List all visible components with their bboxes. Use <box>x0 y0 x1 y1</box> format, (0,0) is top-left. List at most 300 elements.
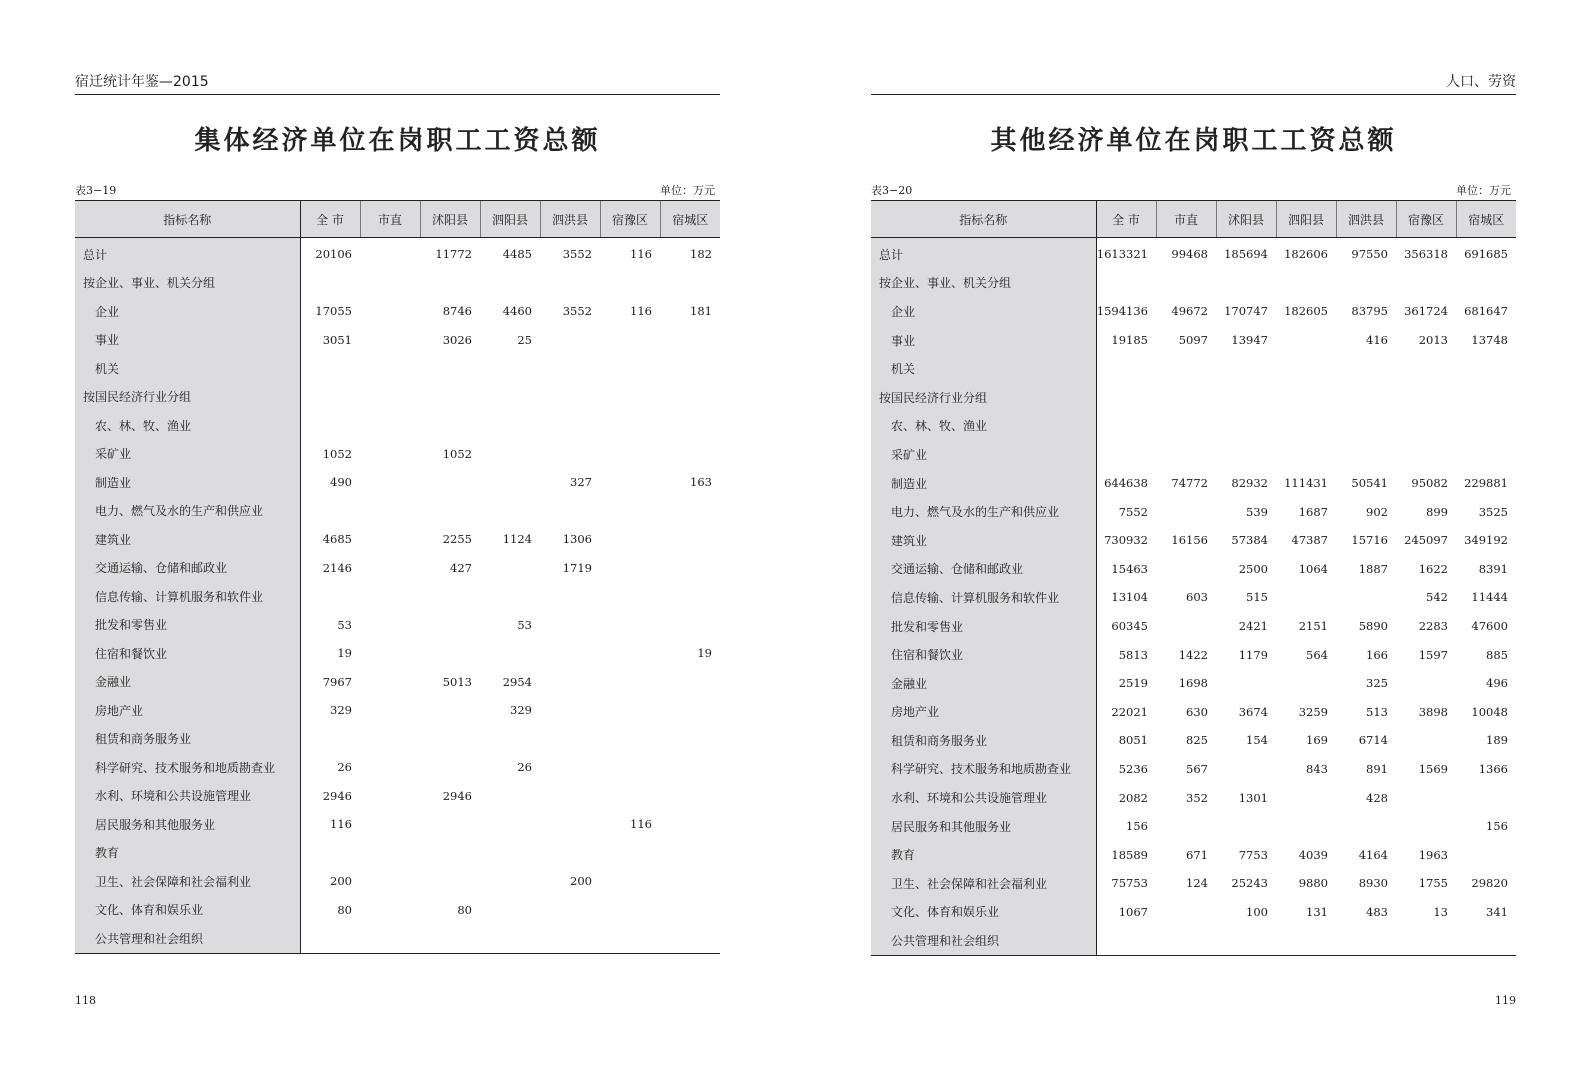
table-cell: 1052 <box>442 446 472 461</box>
table-cell: 681647 <box>1464 304 1508 319</box>
table-cell: 1569 <box>1418 761 1448 776</box>
row-label: 教育 <box>871 840 1096 869</box>
table-cell <box>360 839 420 868</box>
table-cell: 19185 <box>1111 333 1148 348</box>
table-cell: 16156 <box>1171 533 1208 548</box>
row-label: 文化、体育和娱乐业 <box>871 898 1096 927</box>
table-cell: 15716 <box>1351 533 1388 548</box>
table-cell <box>360 896 420 925</box>
row-label: 按企业、事业、机关分组 <box>75 269 300 298</box>
table-cell <box>300 354 360 383</box>
table-meta <box>75 182 720 198</box>
table-row <box>871 555 1516 584</box>
table-cell <box>1276 383 1336 412</box>
table-cell: 17055 <box>315 304 352 319</box>
table-cell <box>540 839 600 868</box>
table-cell <box>360 696 420 725</box>
table-cell: 200 <box>330 874 352 889</box>
right-page <box>871 0 1516 1077</box>
table-row <box>75 354 720 383</box>
table-row <box>871 783 1516 812</box>
row-label: 科学研究、技术服务和地质勘查业 <box>871 755 1096 784</box>
table-cell: 8051 <box>1118 733 1148 748</box>
table-cell: 47387 <box>1291 533 1328 548</box>
table-row <box>871 898 1516 927</box>
table-cell <box>420 839 480 868</box>
table-cell: 2421 <box>1238 619 1268 634</box>
table-row <box>871 812 1516 841</box>
column-header: 全 市 <box>1096 201 1156 238</box>
table-cell: 539 <box>1246 504 1268 519</box>
table-cell <box>1216 269 1276 298</box>
table-cell: 11772 <box>435 247 472 262</box>
table-cell <box>1456 383 1516 412</box>
table-cell: 3552 <box>562 247 592 262</box>
row-label: 批发和零售业 <box>871 612 1096 641</box>
table-cell: 1301 <box>1238 790 1268 805</box>
table-cell <box>600 497 660 526</box>
table-cell: 229881 <box>1464 476 1508 491</box>
table-cell: 427 <box>450 560 472 575</box>
table-cell: 4164 <box>1358 847 1388 862</box>
table-cell <box>600 696 660 725</box>
table-cell <box>600 639 660 668</box>
table-cell: 341 <box>1486 904 1508 919</box>
table-cell <box>1456 840 1516 869</box>
table-cell <box>300 582 360 611</box>
table-cell: 25 <box>517 332 532 347</box>
table-cell: 4460 <box>502 304 532 319</box>
table-cell <box>600 525 660 554</box>
table-cell <box>540 810 600 839</box>
table-cell: 156 <box>1486 819 1508 834</box>
column-header: 泗洪县 <box>1336 201 1396 238</box>
table-cell: 1963 <box>1418 847 1448 862</box>
table-cell: 166 <box>1366 647 1388 662</box>
table-cell: 361724 <box>1404 304 1448 319</box>
table-cell: 20106 <box>315 247 352 262</box>
table-cell <box>420 753 480 782</box>
table-cell <box>480 839 540 868</box>
table-row <box>75 639 720 668</box>
table-cell <box>600 269 660 298</box>
row-label: 采矿业 <box>871 440 1096 469</box>
row-label: 总计 <box>871 238 1096 269</box>
table-cell <box>660 440 720 469</box>
table-cell: 1613321 <box>1096 247 1148 262</box>
table-cell: 513 <box>1366 704 1388 719</box>
table-cell <box>1276 354 1336 383</box>
table-cell <box>360 753 420 782</box>
table-cell <box>540 611 600 640</box>
table-cell <box>360 810 420 839</box>
row-label: 机关 <box>871 354 1096 383</box>
table-row <box>871 297 1516 326</box>
table-row <box>871 383 1516 412</box>
table-cell: 97550 <box>1351 247 1388 262</box>
table-cell: 116 <box>330 817 352 832</box>
table-cell: 885 <box>1486 647 1508 662</box>
table-cell: 7753 <box>1238 847 1268 862</box>
table-cell <box>600 725 660 754</box>
table-cell <box>420 867 480 896</box>
table-cell <box>540 411 600 440</box>
table-cell <box>1456 412 1516 441</box>
table-cell: 644638 <box>1104 476 1148 491</box>
table-cell: 3051 <box>322 332 352 347</box>
table-cell: 567 <box>1186 761 1208 776</box>
table-cell <box>1156 412 1216 441</box>
table-cell <box>540 639 600 668</box>
table-meta <box>871 182 1516 198</box>
row-label: 科学研究、技术服务和地质勘查业 <box>75 753 300 782</box>
table-cell <box>480 554 540 583</box>
table-cell <box>540 269 600 298</box>
table-cell <box>420 269 480 298</box>
table-cell <box>360 297 420 326</box>
table-cell: 2519 <box>1118 676 1148 691</box>
table-cell <box>1216 669 1276 698</box>
table-cell <box>480 269 540 298</box>
table-cell: 83795 <box>1351 304 1388 319</box>
table-cell: 428 <box>1366 790 1388 805</box>
table-cell: 100 <box>1246 904 1268 919</box>
data-table-container <box>75 200 720 954</box>
row-label: 住宿和餐饮业 <box>75 639 300 668</box>
row-label: 住宿和餐饮业 <box>871 640 1096 669</box>
table-cell <box>480 411 540 440</box>
row-label: 金融业 <box>75 668 300 697</box>
table-cell <box>1456 440 1516 469</box>
table-cell <box>360 440 420 469</box>
table-cell <box>360 582 420 611</box>
table-cell: 1064 <box>1298 561 1328 576</box>
table-cell <box>1396 726 1456 755</box>
table-cell <box>360 468 420 497</box>
table-cell <box>480 924 540 953</box>
table-cell <box>660 269 720 298</box>
table-cell <box>360 924 420 953</box>
table-cell: 80 <box>457 902 472 917</box>
table-row <box>871 583 1516 612</box>
table-cell: 515 <box>1246 590 1268 605</box>
table-cell: 671 <box>1186 847 1208 862</box>
row-label: 交通运输、仓储和邮政业 <box>871 555 1096 584</box>
table-cell <box>1156 497 1216 526</box>
table-cell <box>360 554 420 583</box>
table-cell <box>300 269 360 298</box>
table-cell <box>540 753 600 782</box>
table-cell <box>360 611 420 640</box>
table-cell <box>1396 926 1456 955</box>
table-cell: 1887 <box>1358 561 1388 576</box>
column-header: 市直 <box>1156 201 1216 238</box>
table-cell <box>1396 354 1456 383</box>
table-cell <box>660 525 720 554</box>
table-cell <box>360 525 420 554</box>
table-cell <box>540 668 600 697</box>
table-cell: 182605 <box>1284 304 1328 319</box>
table-cell: 19 <box>337 646 352 661</box>
table-cell: 691685 <box>1464 247 1508 262</box>
table-cell <box>1276 583 1336 612</box>
table-cell: 74772 <box>1171 476 1208 491</box>
table-cell <box>420 497 480 526</box>
table-cell: 245097 <box>1404 533 1448 548</box>
table-cell <box>1276 326 1336 355</box>
table-cell: 3259 <box>1298 704 1328 719</box>
table-row <box>871 326 1516 355</box>
row-label: 企业 <box>871 297 1096 326</box>
table-cell <box>420 611 480 640</box>
table-cell <box>1216 383 1276 412</box>
table-cell: 7967 <box>322 674 352 689</box>
table-cell <box>1396 269 1456 298</box>
table-cell: 26 <box>337 760 352 775</box>
table-row <box>75 696 720 725</box>
row-label: 卫生、社会保障和社会福利业 <box>871 869 1096 898</box>
row-label: 信息传输、计算机服务和软件业 <box>871 583 1096 612</box>
table-row <box>75 238 720 269</box>
table-cell: 131 <box>1306 904 1328 919</box>
column-header: 全 市 <box>300 201 360 238</box>
table-cell: 325 <box>1366 676 1388 691</box>
table-cell <box>1336 269 1396 298</box>
table-cell: 2946 <box>442 788 472 803</box>
row-label: 总计 <box>75 238 300 269</box>
table-row <box>871 612 1516 641</box>
table-row <box>871 869 1516 898</box>
table-cell: 730932 <box>1104 533 1148 548</box>
row-label: 按国民经济行业分组 <box>75 383 300 412</box>
table-row <box>75 297 720 326</box>
table-cell <box>1276 669 1336 698</box>
data-table <box>75 200 720 954</box>
row-label: 房地产业 <box>871 698 1096 727</box>
table-cell <box>600 839 660 868</box>
table-cell: 327 <box>570 475 592 490</box>
table-cell: 1597 <box>1418 647 1448 662</box>
table-cell: 1124 <box>502 532 532 547</box>
row-label: 租赁和商务服务业 <box>871 726 1096 755</box>
table-cell <box>660 839 720 868</box>
table-cell <box>660 668 720 697</box>
table-row <box>871 698 1516 727</box>
table-cell: 80 <box>337 902 352 917</box>
table-cell <box>360 326 420 355</box>
row-label: 居民服务和其他服务业 <box>75 810 300 839</box>
table-cell <box>600 383 660 412</box>
table-cell: 1306 <box>562 532 592 547</box>
table-cell <box>480 810 540 839</box>
table-cell <box>480 639 540 668</box>
table-row <box>75 383 720 412</box>
table-cell <box>1156 898 1216 927</box>
table-cell: 75753 <box>1111 876 1148 891</box>
table-cell: 53 <box>337 617 352 632</box>
table-cell <box>360 411 420 440</box>
row-label: 批发和零售业 <box>75 611 300 640</box>
table-row <box>871 640 1516 669</box>
row-label: 农、林、牧、渔业 <box>75 411 300 440</box>
table-cell <box>480 896 540 925</box>
table-cell <box>1216 755 1276 784</box>
row-label: 企业 <box>75 297 300 326</box>
table-cell: 189 <box>1486 733 1508 748</box>
table-cell: 1179 <box>1238 647 1268 662</box>
table-cell: 2283 <box>1418 619 1448 634</box>
table-cell <box>660 497 720 526</box>
table-row <box>75 753 720 782</box>
table-cell <box>600 468 660 497</box>
table-cell: 843 <box>1306 761 1328 776</box>
table-cell <box>360 867 420 896</box>
table-cell <box>660 554 720 583</box>
table-cell: 564 <box>1306 647 1328 662</box>
table-cell <box>360 238 420 269</box>
table-row <box>75 668 720 697</box>
table-cell: 169 <box>1306 733 1328 748</box>
table-row <box>871 926 1516 955</box>
table-row <box>75 326 720 355</box>
table-cell: 4485 <box>502 247 532 262</box>
running-head-text: 宿迁统计年鉴—2015 <box>75 74 209 90</box>
row-label: 公共管理和社会组织 <box>75 924 300 953</box>
row-label: 制造业 <box>871 469 1096 498</box>
table-cell: 1698 <box>1178 676 1208 691</box>
row-label: 按国民经济行业分组 <box>871 383 1096 412</box>
column-header: 沭阳县 <box>1216 201 1276 238</box>
table-cell: 416 <box>1366 333 1388 348</box>
table-header-row <box>871 201 1516 238</box>
row-label: 机关 <box>75 354 300 383</box>
table-cell: 11444 <box>1471 590 1508 605</box>
table-cell: 825 <box>1186 733 1208 748</box>
table-cell <box>360 639 420 668</box>
row-label: 电力、燃气及水的生产和供应业 <box>75 497 300 526</box>
table-cell: 5890 <box>1358 619 1388 634</box>
table-cell <box>480 782 540 811</box>
table-cell: 6714 <box>1358 733 1388 748</box>
row-label: 房地产业 <box>75 696 300 725</box>
table-row <box>75 839 720 868</box>
table-cell: 4685 <box>322 532 352 547</box>
table-cell: 53 <box>517 617 532 632</box>
table-cell: 10048 <box>1471 704 1508 719</box>
table-cell <box>300 497 360 526</box>
table-cell <box>1156 354 1216 383</box>
table-cell <box>1156 269 1216 298</box>
table-cell: 22021 <box>1111 704 1148 719</box>
table-cell <box>420 354 480 383</box>
table-cell <box>660 696 720 725</box>
table-cell <box>660 924 720 953</box>
table-cell: 156 <box>1126 819 1148 834</box>
table-cell <box>660 354 720 383</box>
table-cell: 82932 <box>1231 476 1268 491</box>
table-row <box>75 867 720 896</box>
table-row <box>75 896 720 925</box>
table-row <box>871 412 1516 441</box>
table-unit: 单位：万元 <box>1456 184 1511 197</box>
table-cell: 57384 <box>1231 533 1268 548</box>
table-cell: 170747 <box>1224 304 1268 319</box>
table-cell: 185694 <box>1224 247 1268 262</box>
table-row <box>871 354 1516 383</box>
table-cell <box>420 411 480 440</box>
table-cell <box>480 582 540 611</box>
table-cell <box>1456 269 1516 298</box>
table-cell: 630 <box>1186 704 1208 719</box>
table-cell: 2146 <box>322 560 352 575</box>
table-cell <box>480 383 540 412</box>
table-cell <box>1336 354 1396 383</box>
table-cell <box>420 810 480 839</box>
table-cell: 154 <box>1246 733 1268 748</box>
table-cell <box>540 582 600 611</box>
table-cell <box>1396 383 1456 412</box>
table-cell <box>540 725 600 754</box>
table-cell <box>600 440 660 469</box>
table-cell: 2954 <box>502 674 532 689</box>
table-cell <box>600 326 660 355</box>
table-cell: 116 <box>630 304 652 319</box>
table-cell <box>420 924 480 953</box>
table-cell <box>360 354 420 383</box>
table-cell: 2151 <box>1298 619 1328 634</box>
data-table-container <box>871 200 1516 956</box>
table-cell <box>1336 926 1396 955</box>
table-cell <box>660 782 720 811</box>
table-cell <box>540 497 600 526</box>
table-cell <box>600 896 660 925</box>
table-cell: 8391 <box>1478 561 1508 576</box>
table-row <box>75 497 720 526</box>
table-row <box>75 525 720 554</box>
table-cell: 8746 <box>442 304 472 319</box>
table-cell <box>480 354 540 383</box>
table-cell <box>600 867 660 896</box>
table-cell <box>1156 926 1216 955</box>
table-cell: 116 <box>630 817 652 832</box>
row-label: 制造业 <box>75 468 300 497</box>
table-cell <box>1276 926 1336 955</box>
table-row <box>871 726 1516 755</box>
table-cell: 1422 <box>1178 647 1208 662</box>
table-row <box>75 269 720 298</box>
row-label: 建筑业 <box>75 525 300 554</box>
table-cell: 542 <box>1426 590 1448 605</box>
table-cell <box>1456 926 1516 955</box>
table-cell: 13 <box>1433 904 1448 919</box>
table-cell <box>480 468 540 497</box>
table-cell: 1594136 <box>1096 304 1148 319</box>
table-cell <box>1276 783 1336 812</box>
table-cell: 1719 <box>562 560 592 575</box>
table-row <box>871 238 1516 269</box>
table-cell <box>1396 440 1456 469</box>
table-cell <box>540 896 600 925</box>
row-label: 电力、燃气及水的生产和供应业 <box>871 497 1096 526</box>
table-cell: 49672 <box>1171 304 1208 319</box>
table-cell: 124 <box>1186 876 1208 891</box>
table-cell <box>1336 812 1396 841</box>
table-cell <box>480 867 540 896</box>
column-header-name: 指标名称 <box>871 201 1096 238</box>
table-row <box>75 554 720 583</box>
table-number: 表3−20 <box>871 184 913 197</box>
table-cell <box>600 354 660 383</box>
